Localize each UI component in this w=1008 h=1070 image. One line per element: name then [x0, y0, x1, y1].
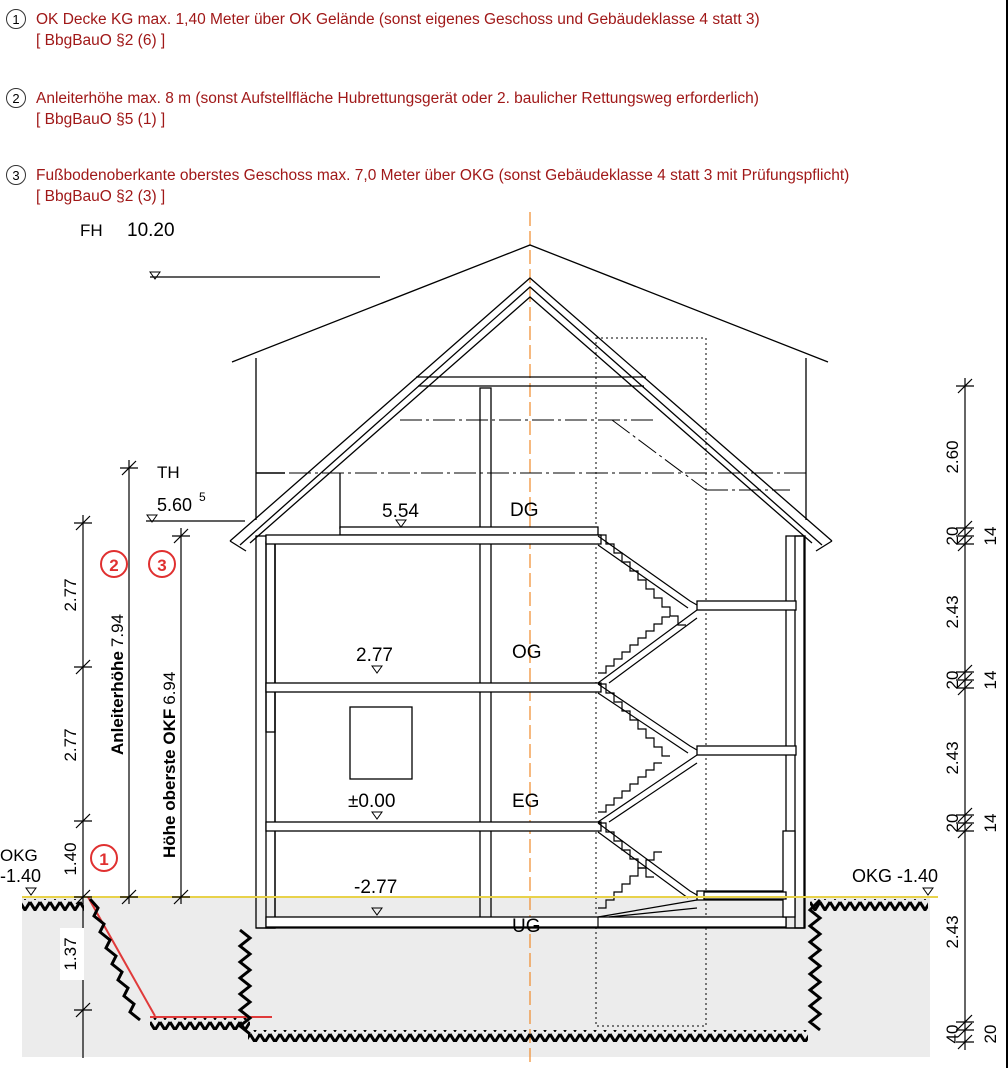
dim-base: 40 — [943, 1024, 962, 1044]
dim-og-slab: 20 — [943, 670, 962, 690]
floor-eg: EG — [512, 791, 540, 812]
note-reference: [ BbgBauO §2 (6) ] — [36, 32, 166, 49]
okg-left-label: OKG — [0, 846, 38, 865]
note-text: Fußbodenoberkante oberstes Geschoss max. 7,0 Meter über OKG (sonst Gebäudeklasse 4 statt 3 mit Prüfungspflicht) — [36, 167, 850, 184]
floor-og: OG — [512, 642, 542, 663]
dim-left-below: 1.37 — [61, 937, 80, 971]
okf-height-text: Höhe oberste OKF6.94 — [160, 671, 179, 858]
marker-3: 3 — [157, 556, 167, 575]
dim-left-low: 1.40 — [61, 842, 80, 876]
dim-left-mid: 2.77 — [61, 728, 80, 762]
dim-ug-room: 2.43 — [943, 915, 962, 949]
level-eg: ±0.00 — [348, 791, 396, 812]
marker-2: 2 — [109, 556, 119, 575]
fh-label: FH — [80, 221, 103, 240]
level-dg: 5.54 — [382, 501, 419, 522]
dim-eg-room: 2.43 — [943, 741, 962, 775]
dim-eg-slab-b: 14 — [981, 813, 1000, 833]
okg-left-value: -1.40 — [0, 866, 42, 886]
level-markers — [348, 501, 419, 915]
note-number: 1 — [6, 9, 26, 29]
okg-right: OKG -1.40 — [852, 866, 939, 886]
window — [350, 707, 412, 779]
floor-slabs — [266, 527, 796, 927]
note-reference: [ BbgBauO §5 (1) ] — [36, 111, 166, 128]
dim-og-room: 2.43 — [943, 595, 962, 629]
th-superscript: 5 — [199, 490, 206, 504]
level-ug: -2.77 — [354, 877, 398, 898]
note-text: OK Decke KG max. 1,40 Meter über OK Gelände (sonst eigenes Geschoss und Gebäudeklasse 4 statt 3) — [36, 11, 760, 28]
fh-value: 10.20 — [127, 220, 175, 241]
note-number: 2 — [6, 88, 26, 108]
note-number: 3 — [6, 165, 26, 185]
dim-left-top: 2.77 — [61, 578, 80, 612]
th-label: TH — [157, 463, 180, 482]
note-text: Anleiterhöhe max. 8 m (sonst Aufstellfläche Hubrettungsgerät oder 2. baulicher Rettungsweg erforderlich) — [36, 90, 759, 107]
level-og: 2.77 — [356, 645, 393, 666]
floor-ug: UG — [512, 916, 541, 937]
floor-dg: DG — [510, 500, 539, 521]
th-value: 5.60 — [157, 495, 193, 515]
stairs — [598, 535, 697, 928]
dim-og-slab-b: 14 — [981, 670, 1000, 690]
dim-base-b: 20 — [981, 1024, 1000, 1044]
anleiter-height-text: Anleiterhöhe7.94 — [108, 614, 127, 755]
dim-eg-slab: 20 — [943, 813, 962, 833]
dim-dg-slab: 20 — [943, 526, 962, 546]
note-reference: [ BbgBauO §2 (3) ] — [36, 188, 166, 205]
dim-roof: 2.60 — [943, 440, 962, 474]
attic-lines — [256, 420, 808, 490]
marker-1: 1 — [99, 850, 109, 869]
dim-dg-slab-b: 14 — [981, 526, 1000, 546]
